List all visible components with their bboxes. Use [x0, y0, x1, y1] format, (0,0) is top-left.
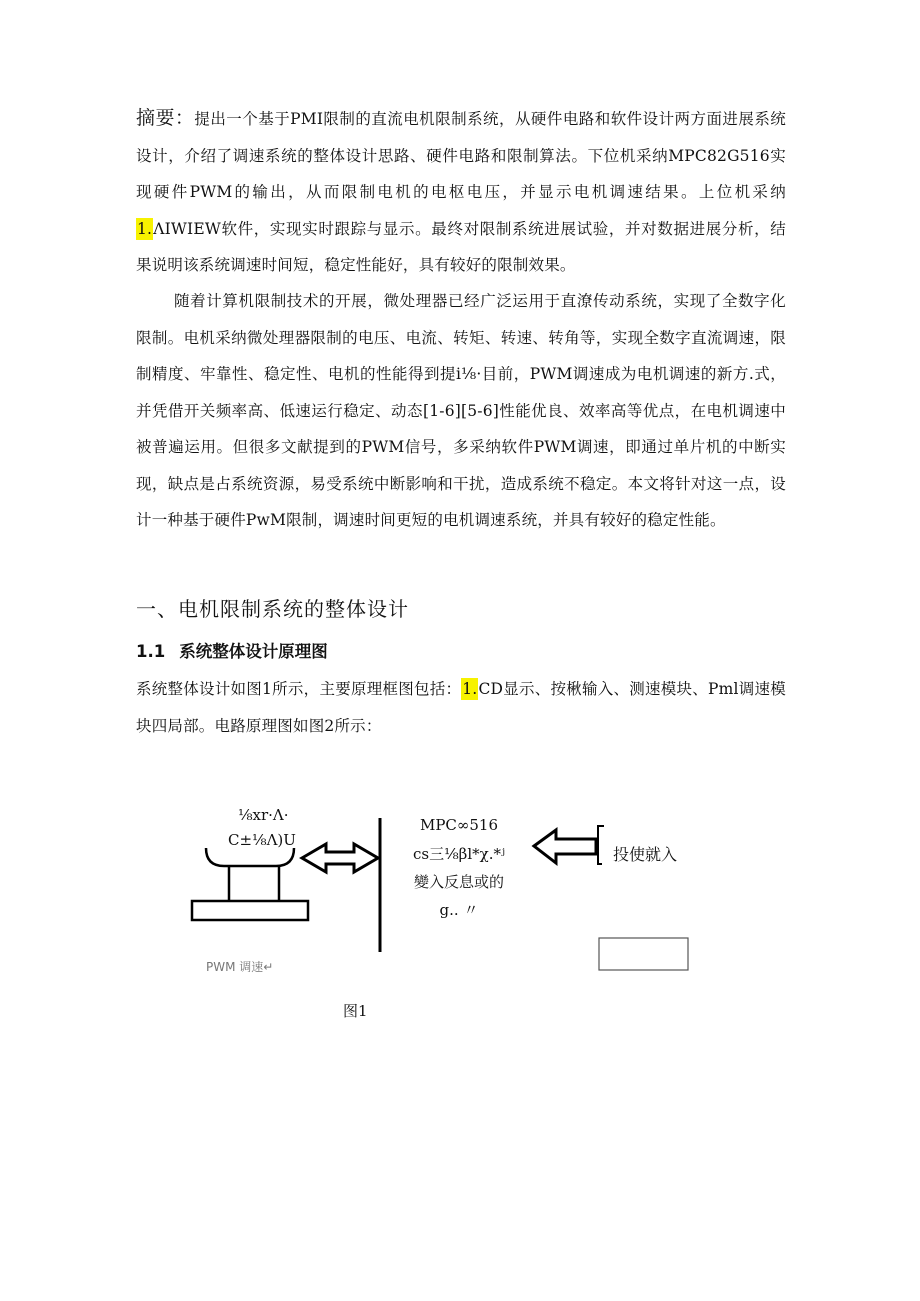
figure-1	[0, 780, 920, 1040]
mcu-label-line-2: cs三⅛βl*χ.*ʲ	[413, 845, 505, 863]
subsection-heading	[136, 640, 328, 664]
mcu-label-line-4: g.. 〃	[439, 901, 479, 919]
input-arrow	[534, 830, 596, 863]
subsection-number: 1.1	[136, 642, 166, 661]
overview-highlight: 1.	[462, 680, 478, 698]
left-module-bracket	[206, 848, 294, 866]
abstract-highlight: 1.	[137, 219, 153, 238]
overview-text-part-2: CD显示、按楸输入、测速模块、Pml调速模块四局部。电路原理图如图2所示：	[136, 680, 786, 735]
abstract-paragraph	[136, 100, 786, 284]
mcu-label-line-3: 變入反息或的	[413, 873, 504, 891]
left-module-label-2: C±⅛Λ)U	[228, 831, 296, 849]
abstract-label: 摘要：	[136, 107, 195, 129]
overview-text-part-1: 系统整体设计如图1所示，主要原理框图包括：	[136, 680, 462, 698]
left-module-base	[192, 901, 308, 920]
abstract-text-part-1: 提出一个基于PMI限制的直流电机限制系统，从硬件电路和软件设计两方面进展系统设计，介绍了调速系统的整体设计思路、硬件电路和限制算法。下位机采纳MPC82G516实现硬件PWM的输出，从而限制电机的电枢电压，并显示电机调速结果。上位机采纳	[136, 110, 786, 201]
pwm-label: PWM 调速↵	[206, 960, 274, 974]
subsection-title: 系统整体设计原理图	[179, 642, 328, 661]
mcu-label-line-1: MPC∞516	[419, 816, 499, 834]
input-bracket	[598, 826, 604, 864]
section-heading: 一、电机限制系统的整体设计	[136, 597, 409, 621]
figure-caption: 图1	[343, 1002, 368, 1020]
bidirectional-arrow	[302, 844, 378, 872]
input-label: 投使就入	[613, 845, 678, 864]
abstract-text-part-2: ΛIWIEW软件，实现实时跟踪与显示。最终对限制系统进展试验，并对数据进展分析，结果说明该系统调速时间短，稳定性能好，具有较好的限制效果。	[136, 219, 786, 274]
intro-paragraph: 随着计算机限制技术的开展，微处理器已经广泛运用于直潦传动系统，实现了全数字化限制。电机采纳微处理器限制的电压、电流、转矩、转速、转角等，实现全数字直流调速，限制精度、牢靠性、稳定性、电机的性能得到提i⅛·目前，PWM调速成为电机调速的新方.式，并凭借开关频率高、低速运行稳定、动态[1-6][5-6]性能优良、效率高等优点，在电机调速中被普遍运用。但很多文献提到的PWM信号，多采纳软件PWM调速，即通过单片机的中断实现，缺点是占系统资源，易受系统中断影响和干扰，造成系统不稳定。本文将针对这一点，设计一种基于硬件PwM限制，调速时间更短的电机调速系统，并具有较好的稳定性能。	[136, 292, 786, 529]
left-module-label-1: ⅛xr·Λ·	[238, 806, 289, 824]
display-box	[599, 938, 688, 970]
overview-paragraph	[136, 671, 786, 744]
